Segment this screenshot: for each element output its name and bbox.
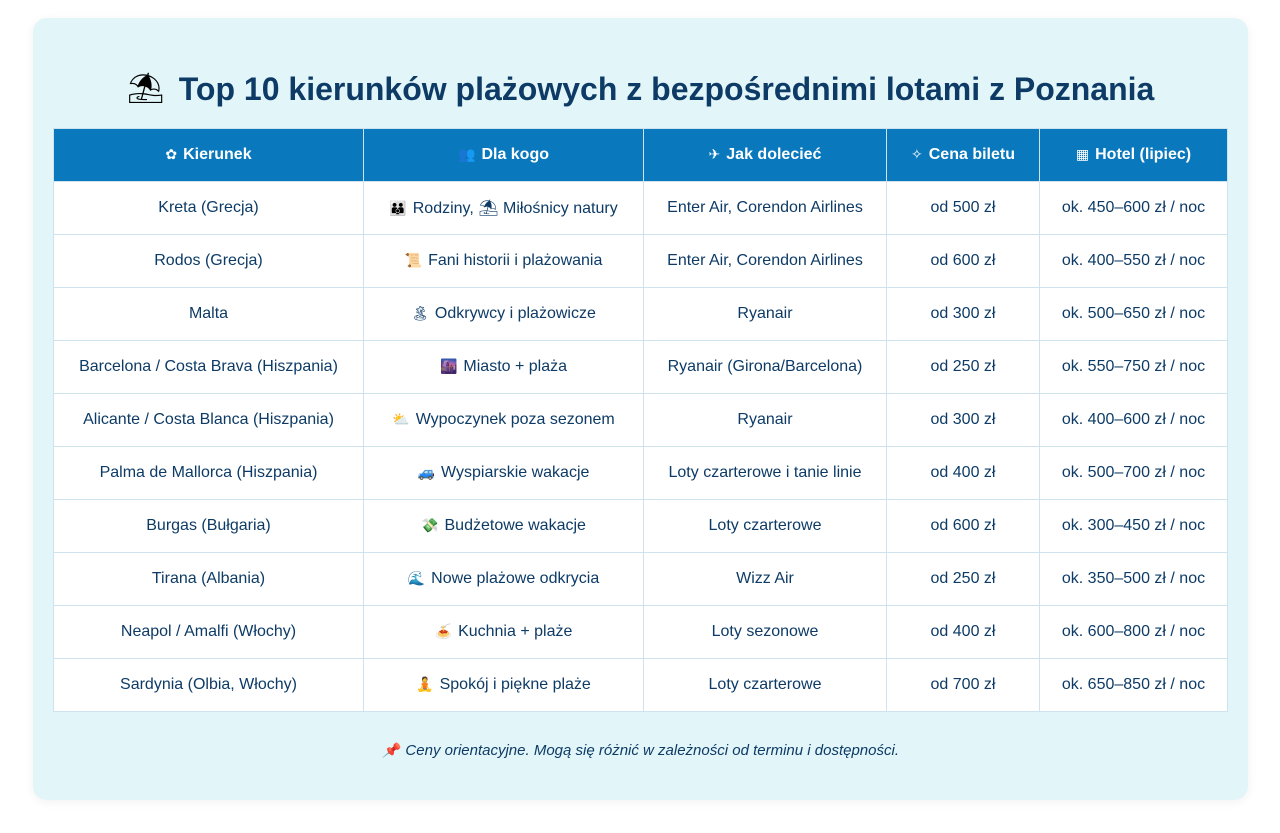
hotel-cell: ok. 350–500 zł / noc — [1040, 553, 1228, 606]
disclaimer-text: Ceny orientacyjne. Mogą się różnić w zależności od terminu i dostępności. — [405, 742, 899, 759]
airline-cell: Enter Air, Corendon Airlines — [644, 235, 887, 288]
palm-tree-icon: ✿ — [165, 147, 178, 163]
price-disclaimer — [33, 742, 1248, 759]
hotel-cell: ok. 650–850 zł / noc — [1040, 659, 1228, 712]
hotel-cell: ok. 600–800 zł / noc — [1040, 606, 1228, 659]
audience-cell — [364, 447, 644, 500]
hotel-cell: ok. 550–750 zł / noc — [1040, 341, 1228, 394]
destination-cell: Tirana (Albania) — [54, 553, 364, 606]
hotel-icon: ▦ — [1075, 147, 1090, 163]
price-cell: od 500 zł — [887, 182, 1040, 235]
table-row — [54, 659, 1228, 712]
header-audience — [364, 129, 644, 182]
table-row — [54, 288, 1228, 341]
table-header-row — [54, 129, 1228, 182]
airline-cell: Loty sezonowe — [644, 606, 887, 659]
content-card — [33, 18, 1248, 800]
hotel-cell: ok. 500–650 zł / noc — [1040, 288, 1228, 341]
sun-cloud-icon: ⛅ — [392, 412, 410, 428]
price-cell: od 250 zł — [887, 553, 1040, 606]
table-row — [54, 341, 1228, 394]
audience-cell — [364, 394, 644, 447]
destination-cell: Sardynia (Olbia, Włochy) — [54, 659, 364, 712]
hotel-cell: ok. 400–600 zł / noc — [1040, 394, 1228, 447]
money-icon: 💸 — [421, 518, 439, 534]
city-sunset-icon: 🌆 — [439, 359, 458, 375]
audience-cell — [364, 659, 644, 712]
destinations-table — [53, 128, 1228, 712]
header-label: Cena biletu — [928, 146, 1015, 163]
table-row — [54, 447, 1228, 500]
header-label: Kierunek — [183, 146, 252, 163]
airline-cell: Ryanair — [644, 288, 887, 341]
audience-text: Nowe plażowe odkrycia — [431, 570, 600, 587]
audience-text: Wyspiarskie wakacje — [441, 464, 590, 481]
audience-text: Budżetowe wakacje — [444, 517, 586, 534]
airline-cell: Loty czarterowe — [644, 500, 887, 553]
price-cell: od 300 zł — [887, 288, 1040, 341]
audience-text: Odkrywcy i plażowicze — [434, 305, 596, 322]
price-cell: od 600 zł — [887, 500, 1040, 553]
table-row — [54, 606, 1228, 659]
audience-text: Rodziny, ⛱ Miłośnicy natury — [412, 200, 618, 217]
scroll-icon: 📜 — [404, 253, 423, 269]
page-title: Top 10 kierunków plażowych z bezpośrednimi lotami z Poznania — [178, 70, 1155, 107]
wave-icon: 🌊 — [407, 571, 426, 587]
audience-text: Kuchnia + plaże — [458, 623, 573, 640]
hotel-cell: ok. 300–450 zł / noc — [1040, 500, 1228, 553]
audience-text: Fani historii i plażowania — [428, 252, 603, 269]
audience-cell — [364, 182, 644, 235]
price-cell: od 400 zł — [887, 606, 1040, 659]
airline-cell: Wizz Air — [644, 553, 887, 606]
destination-cell: Neapol / Amalfi (Włochy) — [54, 606, 364, 659]
audience-cell — [364, 500, 644, 553]
price-cell: od 400 zł — [887, 447, 1040, 500]
destination-cell: Barcelona / Costa Brava (Hiszpania) — [54, 341, 364, 394]
destination-cell: Palma de Mallorca (Hiszpania) — [54, 447, 364, 500]
price-cell: od 300 zł — [887, 394, 1040, 447]
price-cell: od 250 zł — [887, 341, 1040, 394]
table-row — [54, 182, 1228, 235]
car-icon: 🚙 — [417, 465, 436, 481]
airline-cell: Ryanair (Girona/Barcelona) — [644, 341, 887, 394]
meditation-icon: 🧘 — [416, 677, 434, 693]
airline-cell: Loty czarterowe — [644, 659, 887, 712]
beach-umbrella-icon: ⛱ — [126, 71, 165, 106]
pushpin-icon: 📌 — [381, 743, 400, 759]
hotel-cell: ok. 400–550 zł / noc — [1040, 235, 1228, 288]
sparkle-icon: ✧ — [911, 147, 923, 163]
family-icon: 👪 — [389, 201, 407, 217]
hotel-cell: ok. 500–700 zł / noc — [1040, 447, 1228, 500]
airline-cell: Enter Air, Corendon Airlines — [644, 182, 887, 235]
destination-cell: Kreta (Grecja) — [54, 182, 364, 235]
hotel-cell: ok. 450–600 zł / noc — [1040, 182, 1228, 235]
table-row — [54, 235, 1228, 288]
price-cell: od 600 zł — [887, 235, 1040, 288]
title-row — [33, 68, 1248, 110]
table-row — [54, 500, 1228, 553]
airplane-icon: ✈ — [708, 147, 721, 163]
destination-cell: Malta — [54, 288, 364, 341]
island-icon: 🏝 — [411, 306, 429, 322]
airline-cell: Loty czarterowe i tanie linie — [644, 447, 887, 500]
header-airline — [644, 129, 887, 182]
header-label: Hotel (lipiec) — [1095, 146, 1192, 163]
audience-cell — [364, 288, 644, 341]
header-destination — [54, 129, 364, 182]
header-label: Jak dolecieć — [726, 146, 822, 163]
table-row — [54, 553, 1228, 606]
header-hotel — [1040, 129, 1228, 182]
audience-cell — [364, 606, 644, 659]
header-price — [887, 129, 1040, 182]
table-row — [54, 394, 1228, 447]
audience-cell — [364, 553, 644, 606]
header-label: Dla kogo — [481, 146, 549, 163]
audience-cell — [364, 341, 644, 394]
audience-cell — [364, 235, 644, 288]
destination-cell: Rodos (Grecja) — [54, 235, 364, 288]
airline-cell: Ryanair — [644, 394, 887, 447]
pasta-icon: 🍝 — [434, 624, 453, 640]
price-cell: od 700 zł — [887, 659, 1040, 712]
destination-cell: Alicante / Costa Blanca (Hiszpania) — [54, 394, 364, 447]
audience-text: Spokój i piękne plaże — [439, 676, 591, 693]
people-icon: 👥 — [458, 147, 476, 163]
audience-text: Miasto + plaża — [463, 358, 568, 375]
destination-cell: Burgas (Bułgaria) — [54, 500, 364, 553]
audience-text: Wypoczynek poza sezonem — [415, 411, 615, 428]
